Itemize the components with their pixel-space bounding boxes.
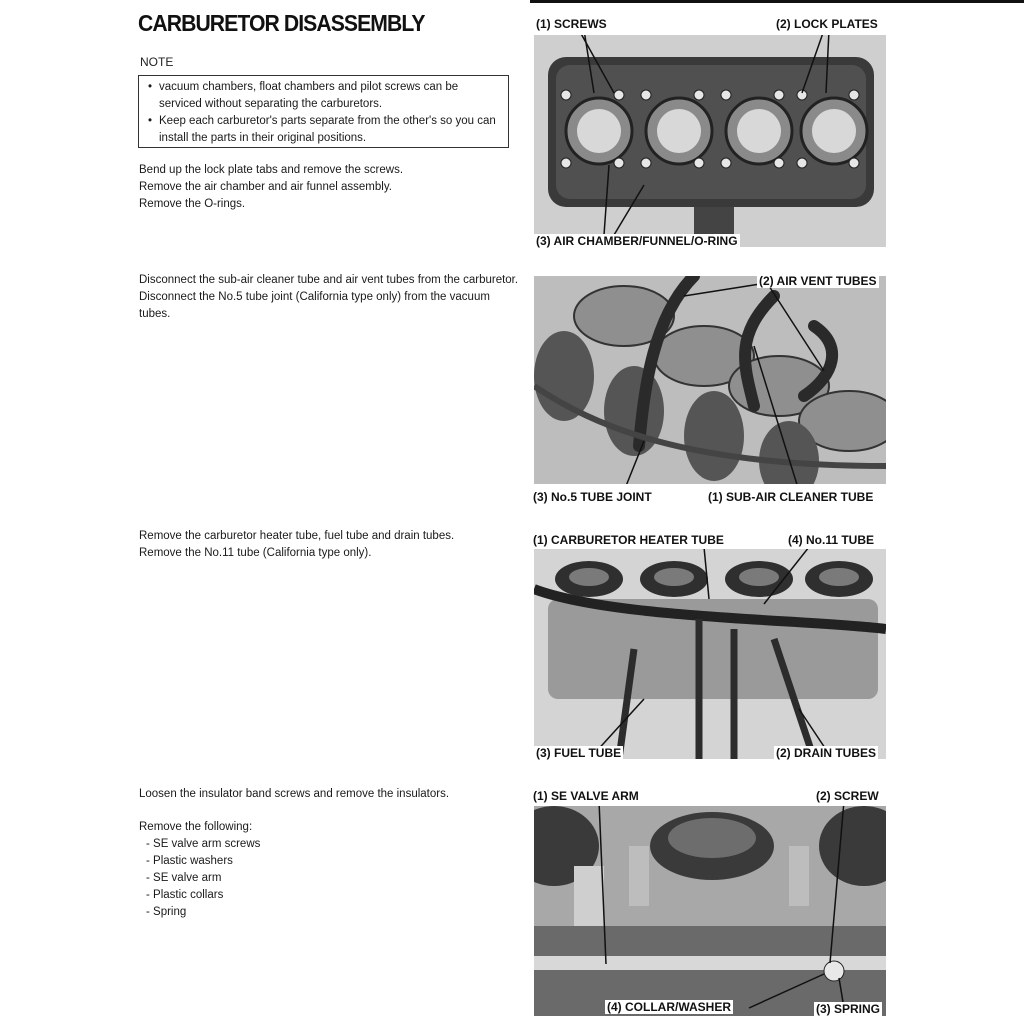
callout-se-valve-arm: (1) SE VALVE ARM [533, 789, 639, 803]
se-valve-arm-photo [534, 806, 886, 1016]
callout-spring: (3) SPRING [816, 1002, 881, 1016]
list-item: - Plastic collars [146, 889, 224, 901]
callout-fuel-tube: (3) FUEL TUBE [536, 746, 622, 760]
callout-no5-tube-joint: (3) No.5 TUBE JOINT [533, 490, 652, 504]
list-item: - SE valve arm screws [146, 838, 261, 850]
callout-collar-washer: (4) COLLAR/WASHER [607, 1000, 731, 1014]
list-item: - SE valve arm [146, 872, 222, 884]
removal-list [146, 836, 260, 921]
callout-screws: (1) SCREWS [536, 17, 607, 31]
step2-text: Disconnect the sub-air cleaner tube and air vent tubes from the carburetor. Disconnect the No.5 tube joint (California type only) from the vacuum tubes. [139, 274, 519, 320]
carburetor-vent-tubes-photo [534, 276, 886, 484]
note-box [138, 75, 509, 148]
callout-drain-tubes: (2) DRAIN TUBES [776, 746, 877, 760]
header-rule [530, 0, 1024, 3]
callout-lock-plates: (2) LOCK PLATES [776, 17, 878, 31]
carburetor-top-view-photo [534, 35, 886, 247]
callout-sub-air-cleaner-tube: (1) SUB-AIR CLEANER TUBE [708, 490, 874, 504]
note-item: • Keep each carburetor's parts separate from the other's so you can install the parts in their original positions. [147, 113, 500, 147]
callout-screw: (2) SCREW [816, 789, 879, 803]
step4-text: Loosen the insulator band screws and remove the insulators. [139, 788, 450, 800]
callout-no11-tube: (4) No.11 TUBE [788, 533, 875, 547]
note-label: NOTE [140, 55, 174, 69]
callout-carburetor-heater-tube: (1) CARBURETOR HEATER TUBE [533, 533, 724, 547]
step1-text: Bend up the lock plate tabs and remove the screws. Remove the air chamber and air funnel assembly. Remove the O-rings. [139, 164, 404, 210]
list-item: - Spring [146, 906, 187, 918]
step4-text2: Remove the following: [139, 821, 253, 833]
list-item: - Plastic washers [146, 855, 233, 867]
callout-air-vent-tubes: (2) AIR VENT TUBES [759, 274, 877, 288]
page-title: CARBURETOR DISASSEMBLY [138, 10, 425, 36]
carburetor-heater-tube-photo [534, 549, 886, 759]
step3-text: Remove the carburetor heater tube, fuel tube and drain tubes. Remove the No.11 tube (California type only). [139, 530, 455, 559]
callout-air-chamber: (3) AIR CHAMBER/FUNNEL/O-RING [536, 234, 738, 248]
note-item: • vacuum chambers, float chambers and pilot screws can be serviced without separating the carburetors. [147, 79, 500, 113]
